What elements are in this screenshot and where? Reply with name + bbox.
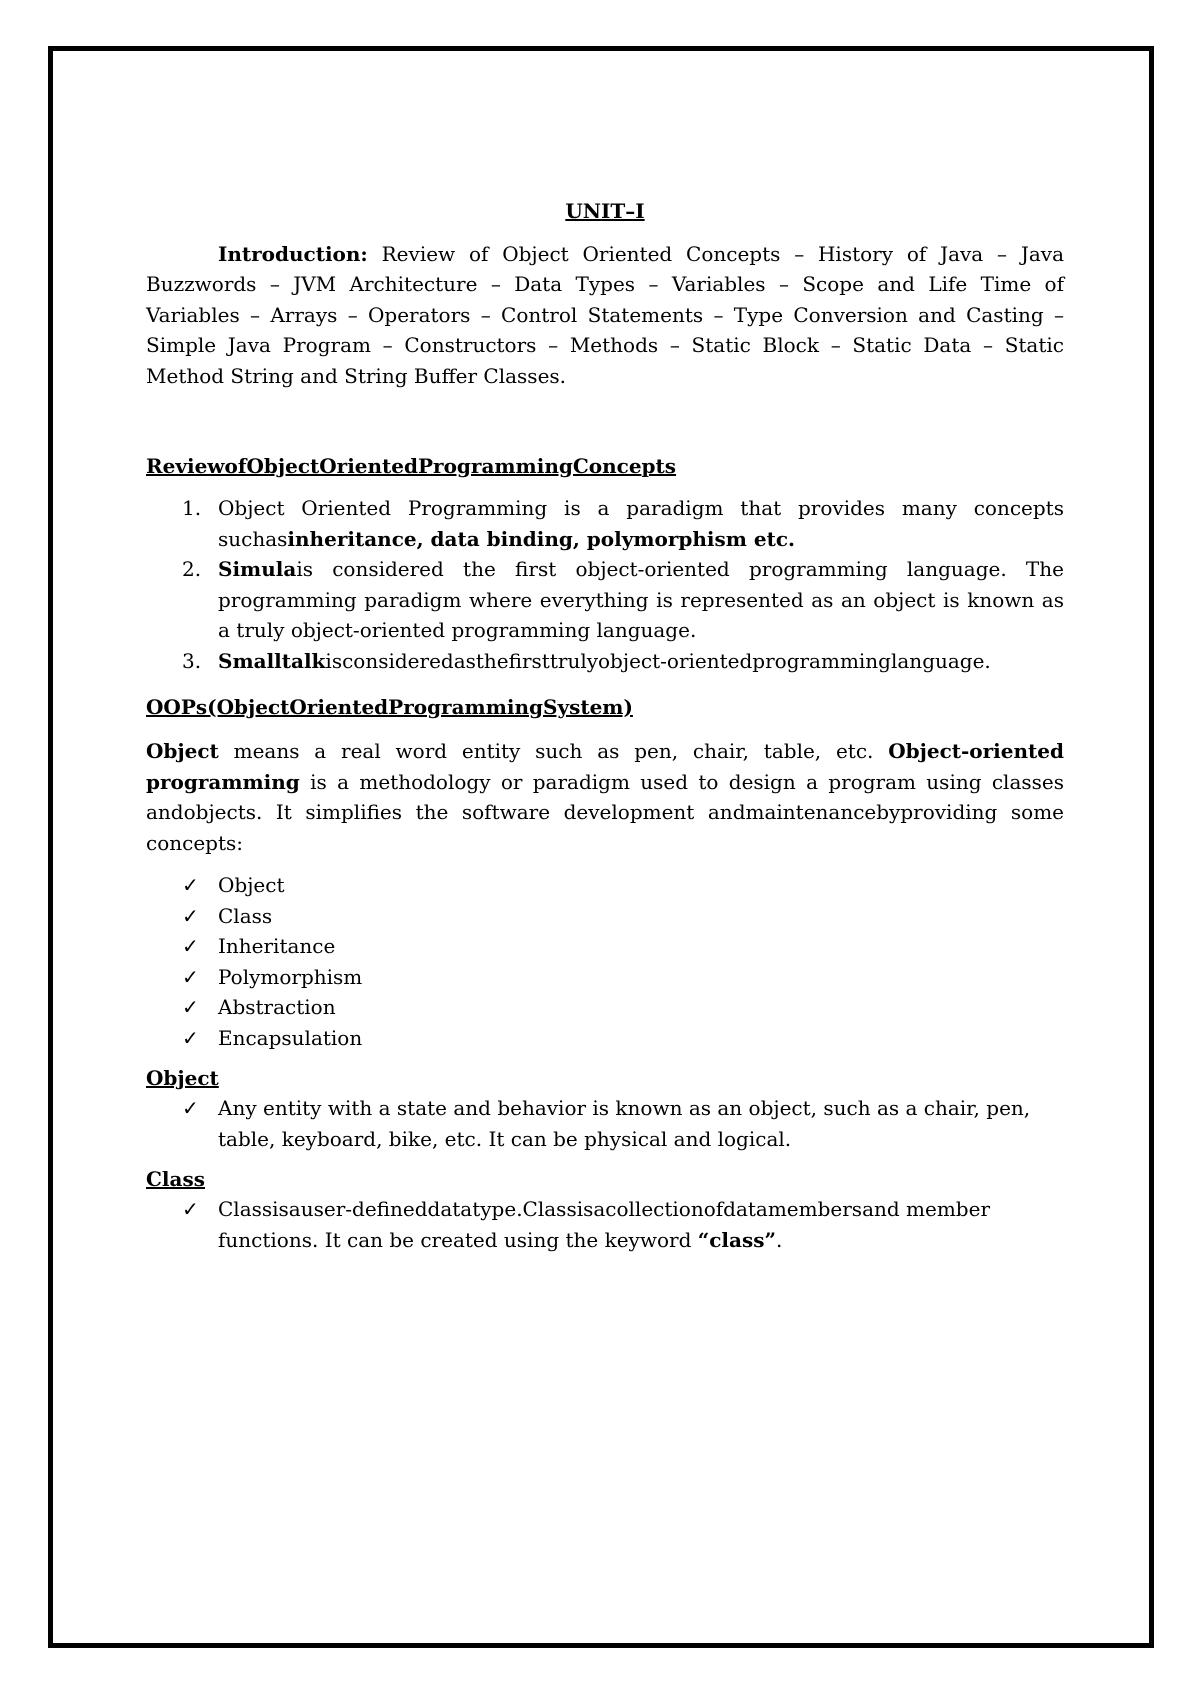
- document-body: [146, 196, 1064, 1255]
- list-bold: Simula: [218, 557, 297, 581]
- object-list: [146, 1093, 1064, 1154]
- intro-paragraph: [146, 239, 1064, 392]
- class-tail: .: [776, 1227, 783, 1252]
- list-item: [146, 992, 1064, 1023]
- concept-label: Class: [218, 903, 273, 928]
- object-heading: Object: [146, 1066, 219, 1090]
- concept-label: Inheritance: [218, 934, 336, 958]
- review-list: [146, 493, 1064, 676]
- list-text: isconsideredasthefirsttrulyobject-orientedprogramminglanguage.: [325, 648, 991, 673]
- concept-label: Polymorphism: [218, 964, 363, 989]
- list-item: [146, 901, 1064, 932]
- list-item: [146, 1093, 1064, 1154]
- oops-text-1: means a real word entity such as pen, chair, table, etc.: [218, 739, 889, 763]
- oops-text-2: is a methodology or paradigm used to design a program using classes andobjects. It simplifies the software development andmaintenancebyproviding some concepts:: [146, 769, 1064, 855]
- review-heading: ReviewofObjectOrientedProgrammingConcepts: [146, 454, 677, 478]
- list-text: Object Oriented Programming is a paradigm that provides many concepts suchas: [218, 496, 1064, 551]
- list-item: [146, 1194, 1064, 1255]
- oops-bold-object: Object: [146, 739, 219, 763]
- oops-paragraph: [146, 736, 1064, 858]
- check-icon: ✓: [182, 934, 199, 958]
- list-text: is considered the first object-oriented programming language. The programming paradigm where everything is represented as an object is known as a truly object-oriented programming language.: [218, 557, 1064, 642]
- list-bold: inheritance, data binding, polymorphism etc.: [287, 526, 795, 551]
- list-bold: Smalltalk: [218, 648, 326, 673]
- class-keyword: “class”: [697, 1227, 777, 1252]
- check-icon: ✓: [182, 964, 199, 989]
- class-definition: Classisauser-defineddatatype.Classisacollectionofdatamembersand member functions. It can be created using the keyword: [218, 1197, 991, 1252]
- list-item: [146, 554, 1064, 646]
- list-item: [146, 962, 1064, 993]
- check-icon: ✓: [182, 995, 199, 1019]
- check-icon: ✓: [182, 1025, 199, 1050]
- list-item: [146, 1023, 1064, 1054]
- list-item: [146, 493, 1064, 554]
- check-icon: ✓: [182, 1096, 199, 1120]
- object-definition: Any entity with a state and behavior is known as an object, such as a chair, pen, table, keyboard, bike, etc. It can be physical and logical.: [218, 1096, 1031, 1151]
- check-icon: ✓: [182, 903, 199, 928]
- oops-heading: OOPs(ObjectOrientedProgrammingSystem): [146, 695, 633, 719]
- list-number: 3.: [182, 648, 202, 673]
- check-icon: ✓: [182, 873, 199, 897]
- list-item: [146, 646, 1064, 677]
- check-icon: ✓: [182, 1197, 199, 1221]
- unit-title: UNIT–I: [565, 199, 645, 223]
- list-item: [146, 870, 1064, 901]
- class-heading: Class: [146, 1167, 205, 1191]
- list-number: 1.: [182, 496, 202, 520]
- class-list: [146, 1194, 1064, 1255]
- concepts-list: [146, 870, 1064, 1053]
- concept-label: Object: [218, 873, 285, 897]
- concept-label: Encapsulation: [218, 1025, 363, 1050]
- intro-text: Review of Object Oriented Concepts – History of Java – Java Buzzwords – JVM Architecture – Data Types – Variables – Scope and Life Time of Variables – Arrays – Operators – Control Statements – Type Conversion and Casting – Simple Java Program – Constructors – Methods – Static Block – Static Data – Static Method String and String Buffer Classes.: [146, 241, 1064, 388]
- oops-bold-oop: Object-oriented programming: [146, 739, 1064, 794]
- concept-label: Abstraction: [218, 995, 336, 1019]
- list-number: 2.: [182, 557, 202, 581]
- intro-label: Introduction:: [218, 241, 368, 266]
- list-item: [146, 931, 1064, 962]
